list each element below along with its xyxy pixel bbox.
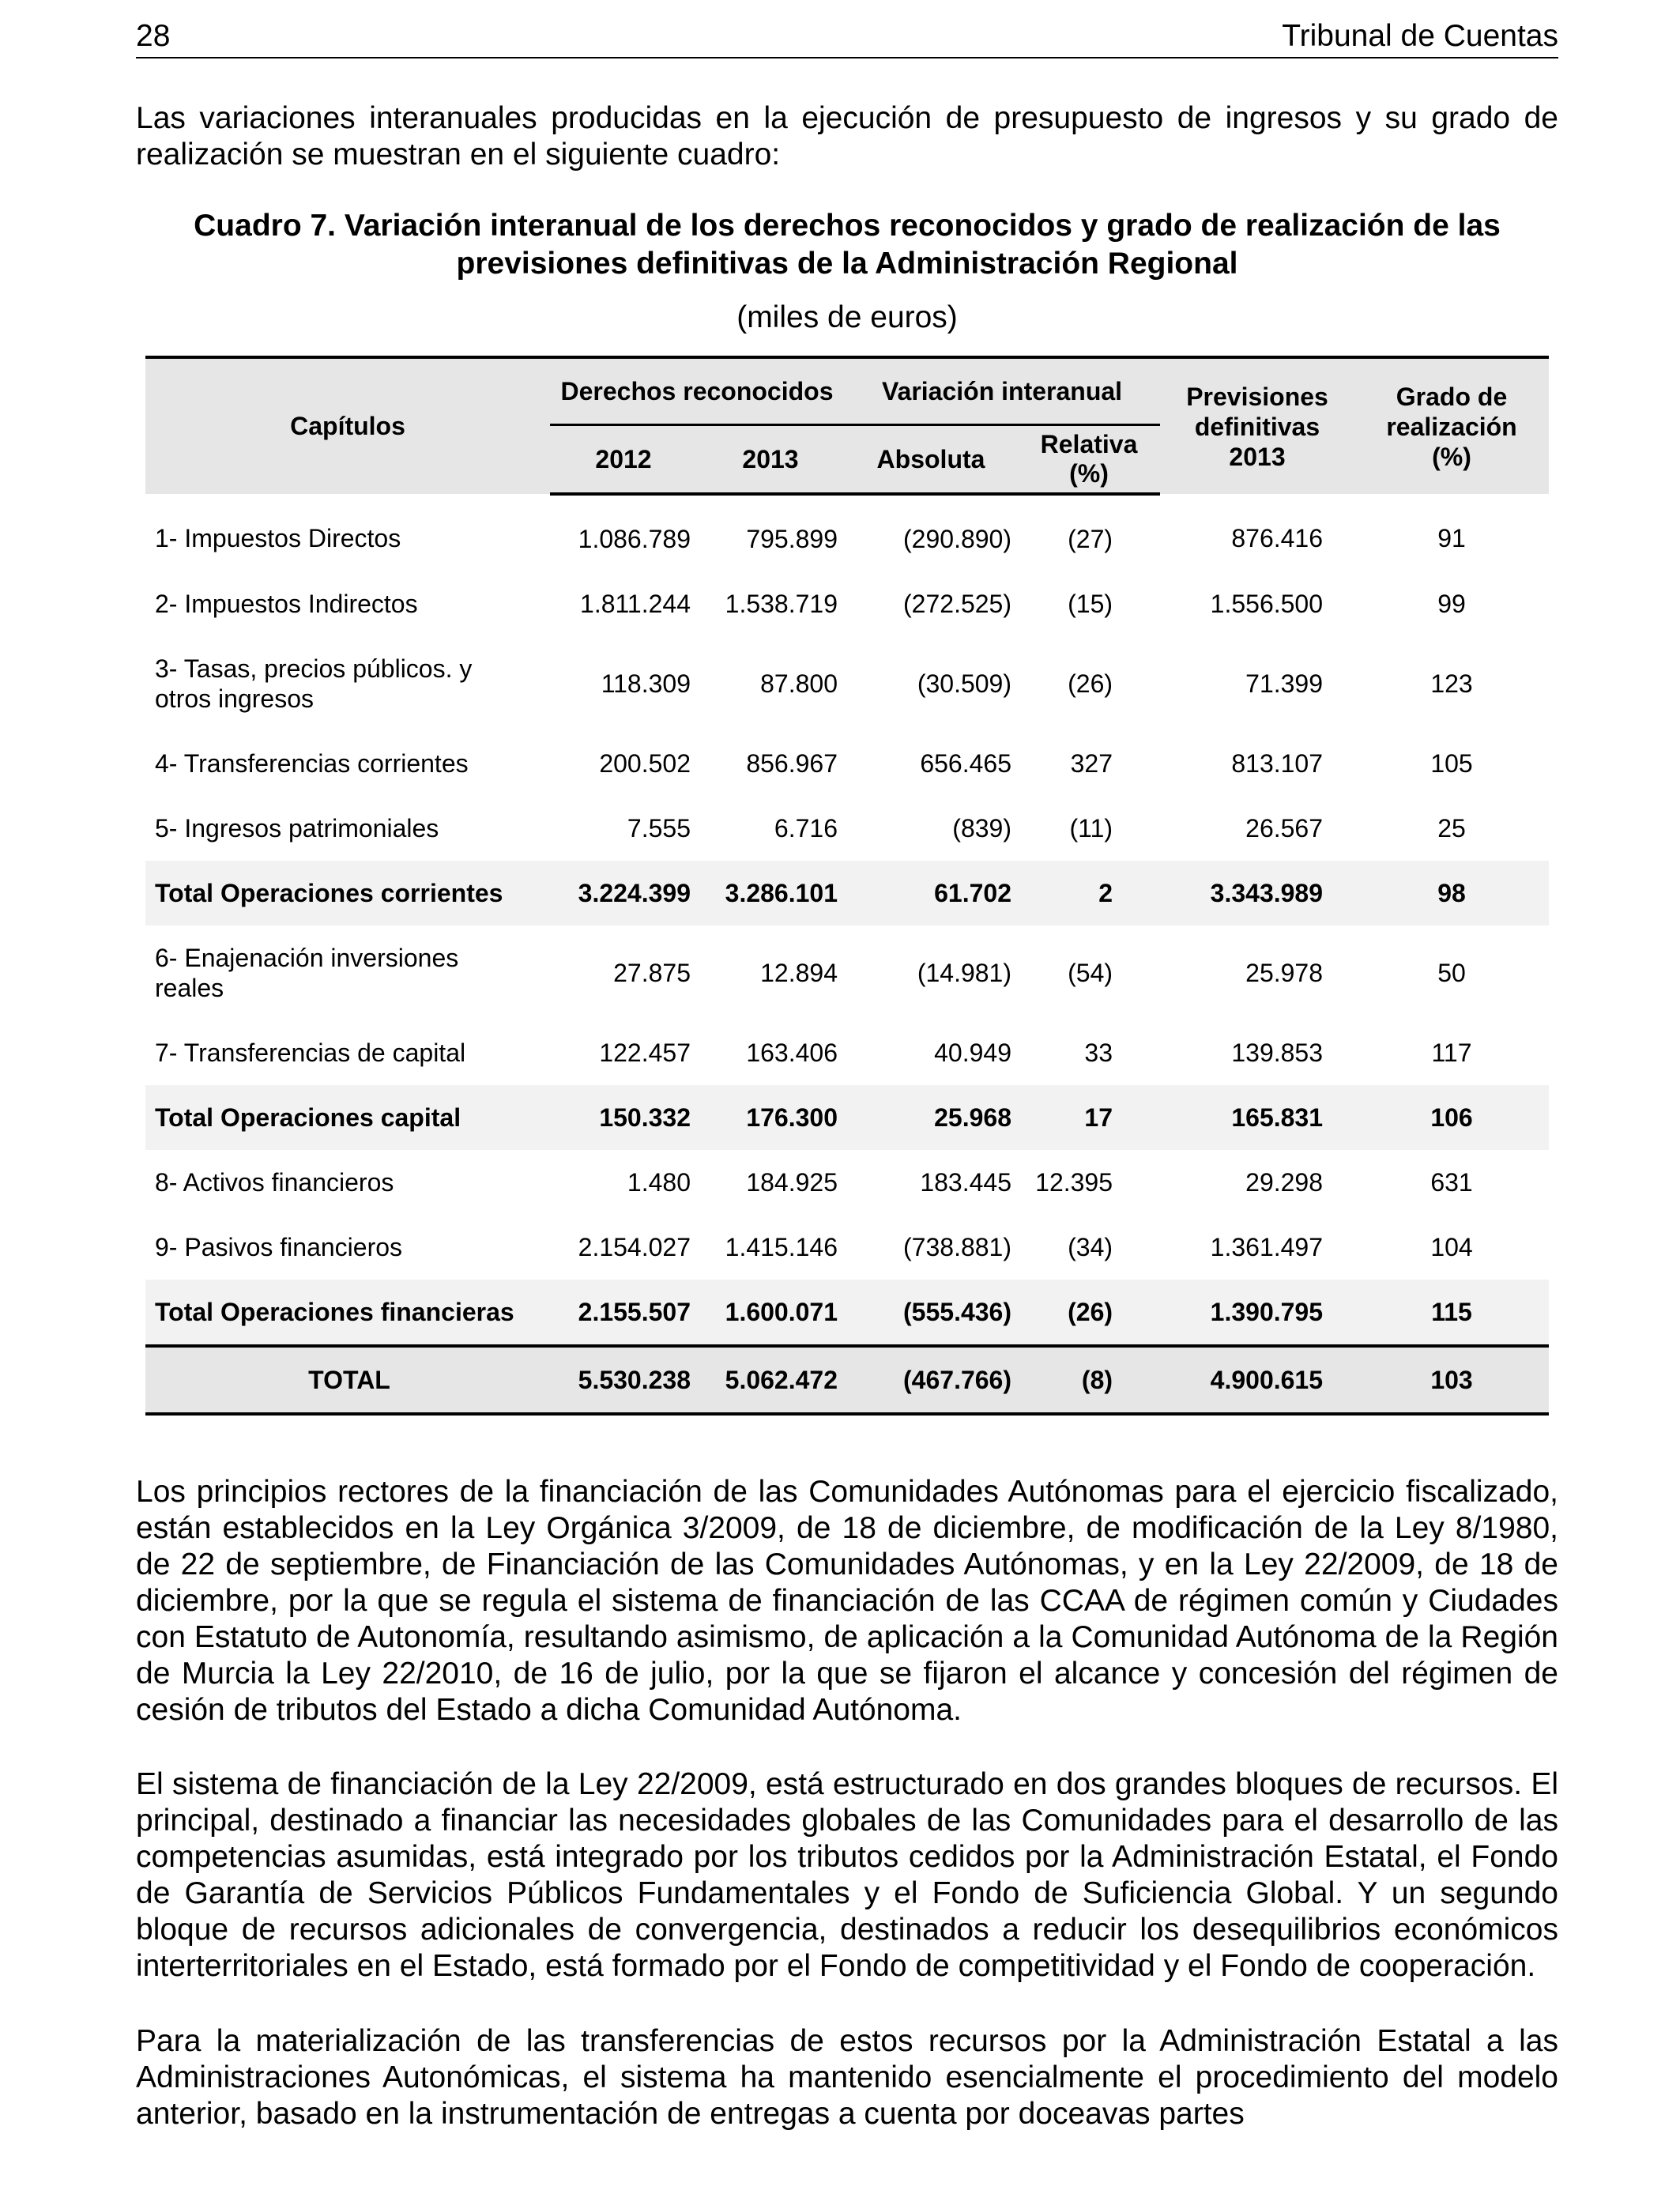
cell-grado: 115 (1354, 1280, 1549, 1346)
header-previsiones (1160, 357, 1354, 494)
cell-grado: 103 (1354, 1346, 1549, 1414)
cell-grado: 99 (1437, 590, 1466, 618)
table-row (145, 1020, 1549, 1085)
row-label: 4- Transferencias corrientes (155, 749, 469, 778)
cell-2013: 12.894 (760, 959, 838, 987)
cell-relativa: 17 (1018, 1085, 1160, 1150)
cell-relativa: (11) (1069, 814, 1113, 843)
cell-previsiones: 1.361.497 (1210, 1233, 1324, 1261)
cell-relativa: (54) (1068, 959, 1113, 987)
cell-previsiones: 165.831 (1160, 1085, 1354, 1150)
caption-line-1: Cuadro 7. Variación interanual de los derechos reconocidos y grado de realización de las (194, 209, 1501, 243)
header-grado-l3: (%) (1432, 442, 1471, 471)
cell-absoluta: 40.949 (934, 1039, 1011, 1067)
row-label: 8- Activos financieros (155, 1168, 394, 1197)
cell-2012: 1.086.789 (578, 525, 691, 553)
cell-absoluta: (738.881) (903, 1233, 1011, 1261)
cell-absoluta: 183.445 (920, 1168, 1011, 1197)
cell-previsiones: 4.900.615 (1160, 1346, 1354, 1414)
header-previsiones-l2: definitivas (1194, 412, 1320, 441)
cell-grado: 104 (1430, 1233, 1473, 1261)
cell-2012: 2.155.507 (550, 1280, 697, 1346)
cell-absoluta: 61.702 (844, 861, 1018, 925)
cell-absoluta: (272.525) (903, 590, 1011, 618)
row-label: Total Operaciones corrientes (145, 861, 550, 925)
cell-absoluta: (839) (952, 814, 1011, 843)
income-variation-table (145, 356, 1549, 1416)
cell-grado: 91 (1437, 524, 1466, 552)
cell-grado: 98 (1354, 861, 1549, 925)
table-caption (136, 207, 1558, 283)
table-row (145, 1215, 1549, 1280)
header-absoluta: Absoluta (844, 425, 1018, 495)
row-label: Total Operaciones financieras (145, 1280, 550, 1346)
cell-previsiones: 3.343.989 (1160, 861, 1354, 925)
cell-2012: 118.309 (601, 669, 691, 698)
cell-relativa: 2 (1018, 861, 1160, 925)
row-label: Total Operaciones capital (145, 1085, 550, 1150)
cell-absoluta: (14.981) (917, 959, 1011, 987)
cell-2012: 27.875 (613, 959, 691, 987)
cell-2013: 163.406 (746, 1039, 838, 1067)
table-units: (miles de euros) (736, 300, 958, 334)
header-2013: 2013 (697, 425, 844, 495)
header-grado-l1: Grado de (1396, 382, 1508, 411)
body-paragraph-3: Para la materialización de las transferencias de estos recursos por la Administración Estatal a las Administraciones Autonómicas, el sistema ha mantenido esencialmente el procedimiento del modelo anterior, basado en la instrumentación de entregas a cuenta por doceavas partes (136, 2024, 1558, 2131)
row-label-line-1: 6- Enajenación inversiones (155, 944, 459, 972)
cell-2012: 1.480 (627, 1168, 691, 1197)
cell-previsiones: 29.298 (1245, 1168, 1324, 1197)
cell-2013: 176.300 (697, 1085, 844, 1150)
cell-grado: 105 (1430, 749, 1473, 778)
header-grado (1354, 357, 1549, 494)
cell-2013: 795.899 (746, 525, 838, 553)
table-row (145, 796, 1549, 861)
header-previsiones-l1: Previsiones (1186, 382, 1328, 411)
cell-2013: 1.415.146 (725, 1233, 838, 1261)
header-relativa: Relativa (%) (1018, 425, 1160, 495)
cell-previsiones: 25.978 (1245, 959, 1324, 987)
cell-absoluta: (467.766) (844, 1346, 1018, 1414)
body-paragraph-2: El sistema de financiación de la Ley 22/2009, está estructurado en dos grandes bloques de recursos. El principal, destinado a financiar las necesidades globales de las Comunidades para el desarrollo de las competencias asumidas, está integrado por los tributos cedidos por la Administración Estatal, el Fondo de Garantía de Servicios Públicos Fundamentales y el Fondo de Suficiencia Global. Y un segundo bloque de recursos adicionales de convergencia, destinados a reducir los desequilibrios económicos interterritoriales en el Estado, está formado por el Fondo de competitividad y el Fondo de cooperación. (136, 1767, 1558, 1983)
page-header (136, 16, 1558, 58)
row-label-line-1: 3- Tasas, precios públicos. y (155, 654, 473, 683)
cell-2013: 1.600.071 (697, 1280, 844, 1346)
cell-previsiones: 1.390.795 (1160, 1280, 1354, 1346)
cell-previsiones: 1.556.500 (1210, 590, 1324, 618)
cell-2012: 7.555 (627, 814, 691, 843)
cell-2012: 200.502 (599, 749, 691, 778)
table-row-subtotal (145, 1085, 1549, 1150)
cell-grado: 106 (1354, 1085, 1549, 1150)
row-label: 2- Impuestos Indirectos (155, 590, 418, 618)
table-row-subtotal (145, 1280, 1549, 1346)
cell-previsiones: 71.399 (1245, 669, 1324, 698)
cell-grado: 123 (1430, 669, 1473, 698)
intro-paragraph: Las variaciones interanuales producidas en la ejecución de presupuesto de ingresos y su grado de realización se muestran en el siguiente cuadro: (136, 101, 1558, 172)
table-row-total (145, 1346, 1549, 1414)
cell-2012: 5.530.238 (550, 1346, 697, 1414)
cell-previsiones: 26.567 (1245, 814, 1324, 843)
cell-relativa: (26) (1068, 669, 1113, 698)
table-row (145, 494, 1549, 571)
cell-2013: 856.967 (746, 749, 838, 778)
cell-2013: 87.800 (760, 669, 838, 698)
row-label: 7- Transferencias de capital (155, 1039, 466, 1067)
cell-relativa: (15) (1068, 590, 1113, 618)
table-row (145, 636, 1549, 731)
row-label: TOTAL (145, 1346, 550, 1414)
cell-relativa: (8) (1018, 1346, 1160, 1414)
row-label: 5- Ingresos patrimoniales (155, 814, 439, 843)
header-title: Tribunal de Cuentas (1282, 19, 1558, 53)
cell-previsiones: 139.853 (1231, 1039, 1324, 1067)
table-row (145, 1150, 1549, 1215)
cell-2013: 6.716 (774, 814, 838, 843)
cell-grado: 631 (1430, 1168, 1473, 1197)
row-label: 1- Impuestos Directos (155, 524, 401, 552)
cell-absoluta: 656.465 (920, 749, 1011, 778)
cell-2012: 2.154.027 (578, 1233, 691, 1261)
cell-grado: 25 (1437, 814, 1466, 843)
cell-grado: 50 (1437, 959, 1466, 987)
cell-absoluta: (30.509) (917, 669, 1011, 698)
row-label: 9- Pasivos financieros (155, 1233, 403, 1261)
cell-2013: 184.925 (746, 1168, 838, 1197)
header-previsiones-l3: 2013 (1229, 442, 1286, 471)
header-derechos: Derechos reconocidos (550, 357, 844, 425)
table-row (145, 731, 1549, 796)
header-grado-l2: realización (1386, 412, 1517, 441)
cell-2013: 5.062.472 (697, 1346, 844, 1414)
row-label (145, 925, 550, 1020)
page-number: 28 (136, 19, 171, 53)
body-paragraph-1: Los principios rectores de la financiación de las Comunidades Autónomas para el ejercicio fiscalizado, están establecidos en la Ley Orgánica 3/2009, de 18 de diciembre, de modificación de la Ley 8/1980, de 22 de septiembre, de Financiación de las Comunidades Autónomas, y en la Ley 22/2009, de 18 de diciembre, por la que se regula el sistema de financiación de las CCAA de régimen común y Ciudades con Estatuto de Autonomía, resultando asimismo, de aplicación a la Comunidad Autónoma de la Región de Murcia la Ley 22/2010, de 16 de julio, por la que se fijaron el alcance y concesión del régimen de cesión de tributos del Estado a dicha Comunidad Autónoma. (136, 1475, 1558, 1727)
cell-previsiones: 876.416 (1231, 524, 1324, 552)
cell-relativa: 33 (1084, 1039, 1113, 1067)
row-label-line-2: reales (155, 974, 224, 1002)
cell-absoluta: (555.436) (844, 1280, 1018, 1346)
cell-relativa: (27) (1068, 525, 1113, 553)
cell-2012: 3.224.399 (550, 861, 697, 925)
header-capitulos: Capítulos (145, 357, 550, 494)
header-variacion: Variación interanual (844, 357, 1160, 425)
cell-relativa: 12.395 (1035, 1168, 1113, 1197)
cell-2013: 1.538.719 (725, 590, 838, 618)
cell-absoluta: 25.968 (844, 1085, 1018, 1150)
table-row (145, 925, 1549, 1020)
cell-relativa: 327 (1070, 749, 1113, 778)
table-row (145, 571, 1549, 636)
cell-relativa: (34) (1068, 1233, 1113, 1261)
cell-relativa: (26) (1018, 1280, 1160, 1346)
cell-2012: 122.457 (599, 1039, 691, 1067)
caption-line-2: previsiones definitivas de la Administración Regional (456, 247, 1238, 281)
cell-absoluta: (290.890) (903, 525, 1011, 553)
cell-previsiones: 813.107 (1231, 749, 1324, 778)
cell-2012: 150.332 (550, 1085, 697, 1150)
header-2012: 2012 (550, 425, 697, 495)
row-label (145, 636, 550, 731)
row-label-line-2: otros ingresos (155, 684, 314, 713)
cell-2013: 3.286.101 (697, 861, 844, 925)
cell-grado: 117 (1431, 1039, 1472, 1067)
cell-2012: 1.811.244 (580, 590, 691, 618)
table-row-subtotal (145, 861, 1549, 925)
